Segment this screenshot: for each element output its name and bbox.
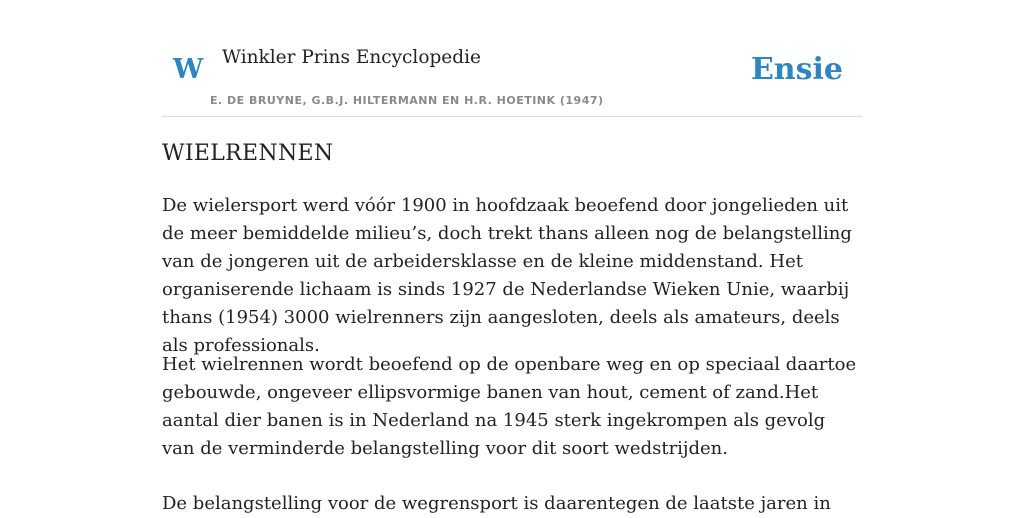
article-title: WIELRENNEN [162, 141, 334, 166]
article-paragraph: De belangstelling voor de wegrensport is daarentegen de laatste jaren in [162, 493, 831, 514]
source-authors: E. DE BRUYNE, G.B.J. HILTERMANN EN H.R. HOETINK (1947) [210, 94, 604, 107]
article-paragraph: Het wielrennen wordt beoefend op de openbare weg en op speciaal daartoe gebouwde, ongeveer ellipsvormige banen van hout, cement of zand.Het aantal dier banen is in Nederland na 1945 sterk ingekrompen als gevolg van de verminderde belangstelling voor dit soort wedstrijden. [162, 354, 857, 459]
source-title[interactable]: Winkler Prins Encyclopedie [222, 47, 481, 68]
source-header [162, 0, 862, 117]
ensie-logo[interactable]: Ensie [750, 52, 843, 87]
page [162, 0, 862, 514]
article-paragraph: De wielersport werd vóór 1900 in hoofdzaak beoefend door jongelieden uit de meer bemiddelde milieu’s, doch trekt thans alleen nog de belangstelling van de jongeren uit de arbeidersklasse en de kleine middenstand. Het organiserende lichaam is sinds 1927 de Nederlandse Wieken Unie, waarbij thans (1954) 3000 wielrenners zijn aangesloten, deels als amateurs, deels als professionals. [162, 195, 852, 356]
source-logo[interactable]: W [173, 54, 204, 85]
